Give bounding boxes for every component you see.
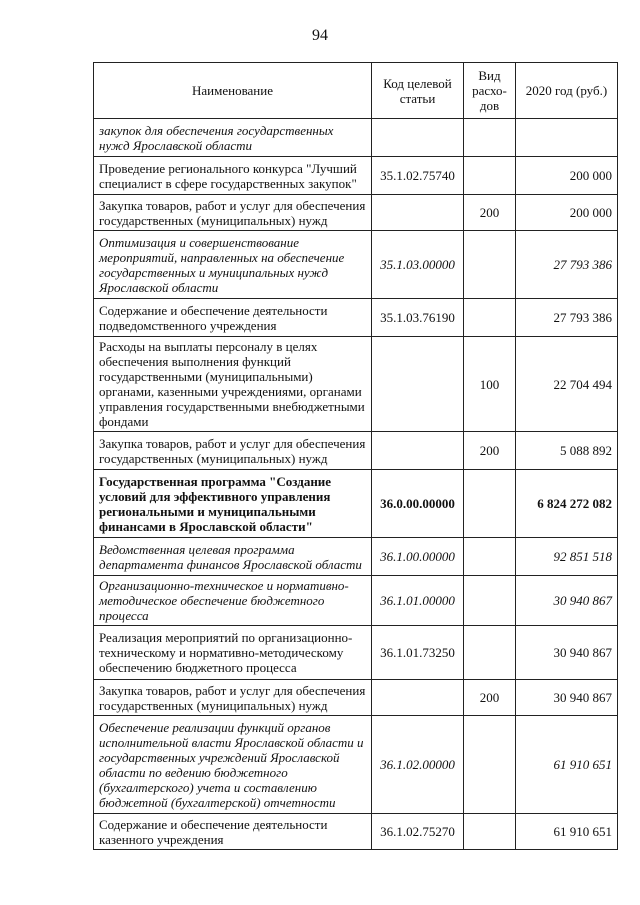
row-type-cell [464,814,516,850]
row-code-cell: 36.1.01.00000 [372,576,464,626]
row-type-cell [464,119,516,157]
table-row [94,231,618,299]
row-type-cell [464,716,516,814]
row-name-cell: Содержание и обеспечение деятельности подведомственного учреждения [94,299,372,337]
row-amount-cell: 27 793 386 [516,299,618,337]
row-amount-cell: 5 088 892 [516,432,618,470]
row-code-cell [372,680,464,716]
table-row [94,470,618,538]
row-type-cell: 100 [464,337,516,432]
row-type-cell [464,470,516,538]
row-amount-cell: 200 000 [516,157,618,195]
row-type-cell [464,626,516,680]
row-type-cell [464,538,516,576]
row-amount-cell: 61 910 651 [516,814,618,850]
row-name-cell: Государственная программа "Создание условий для эффективного управления региональными и муниципальными финансами в Ярославской области" [94,470,372,538]
header-name: Наименование [94,63,372,119]
table-row [94,538,618,576]
row-code-cell: 36.1.02.75270 [372,814,464,850]
row-amount-cell [516,119,618,157]
row-code-cell [372,432,464,470]
row-name-cell: Обеспечение реализации функций органов исполнительной власти Ярославской области и государственных учреждений Ярославской области по ведению бюджетного (бухгалтерского) учета и составлению бюджетной (бухгалтерской) отчетности [94,716,372,814]
budget-table [93,62,618,850]
table-row [94,157,618,195]
row-code-cell: 35.1.03.00000 [372,231,464,299]
row-name-cell: Организационно-техническое и нормативно-методическое обеспечение бюджетного процесса [94,576,372,626]
row-code-cell: 36.0.00.00000 [372,470,464,538]
row-amount-cell: 6 824 272 082 [516,470,618,538]
row-name-cell: Расходы на выплаты персоналу в целях обеспечения выполнения функций государственными (муниципальными) органами, казенными учреждениями, органами управления государственными внебюджетными фондами [94,337,372,432]
row-name-cell: Оптимизация и совершенствование мероприятий, направленных на обеспечение государственных и муниципальных нужд Ярославской области [94,231,372,299]
row-code-cell: 35.1.03.76190 [372,299,464,337]
row-amount-cell: 22 704 494 [516,337,618,432]
row-amount-cell: 30 940 867 [516,626,618,680]
row-name-cell: Ведомственная целевая программа департамента финансов Ярославской области [94,538,372,576]
table-header-row [94,63,618,119]
table-row [94,195,618,231]
row-code-cell [372,119,464,157]
row-amount-cell: 61 910 651 [516,716,618,814]
row-amount-cell: 30 940 867 [516,680,618,716]
table-row [94,576,618,626]
row-amount-cell: 27 793 386 [516,231,618,299]
row-type-cell: 200 [464,432,516,470]
table-row [94,814,618,850]
row-name-cell: Проведение регионального конкурса "Лучший специалист в сфере государственных закупок" [94,157,372,195]
table-row [94,299,618,337]
row-name-cell: Закупка товаров, работ и услуг для обеспечения государственных (муниципальных) нужд [94,432,372,470]
table-body [94,119,618,850]
table-row [94,680,618,716]
header-amount: 2020 год (руб.) [516,63,618,119]
row-type-cell: 200 [464,680,516,716]
row-code-cell: 36.1.01.73250 [372,626,464,680]
row-amount-cell: 92 851 518 [516,538,618,576]
table-row [94,716,618,814]
header-code: Код целевой статьи [372,63,464,119]
row-name-cell: закупок для обеспечения государственных нужд Ярославской области [94,119,372,157]
row-code-cell [372,337,464,432]
page-number: 94 [312,27,328,44]
row-type-cell [464,576,516,626]
header-type: Вид расхо-дов [464,63,516,119]
row-name-cell: Закупка товаров, работ и услуг для обеспечения государственных (муниципальных) нужд [94,195,372,231]
table-row [94,626,618,680]
row-amount-cell: 30 940 867 [516,576,618,626]
row-name-cell: Закупка товаров, работ и услуг для обеспечения государственных (муниципальных) нужд [94,680,372,716]
row-type-cell [464,157,516,195]
row-type-cell: 200 [464,195,516,231]
table-row [94,337,618,432]
row-type-cell [464,231,516,299]
row-name-cell: Содержание и обеспечение деятельности казенного учреждения [94,814,372,850]
table-row [94,119,618,157]
row-type-cell [464,299,516,337]
table-row [94,432,618,470]
row-code-cell: 36.1.02.00000 [372,716,464,814]
row-code-cell: 35.1.02.75740 [372,157,464,195]
row-code-cell [372,195,464,231]
row-amount-cell: 200 000 [516,195,618,231]
row-name-cell: Реализация мероприятий по организационно-техническому и нормативно-методическому обеспечению бюджетного процесса [94,626,372,680]
row-code-cell: 36.1.00.00000 [372,538,464,576]
